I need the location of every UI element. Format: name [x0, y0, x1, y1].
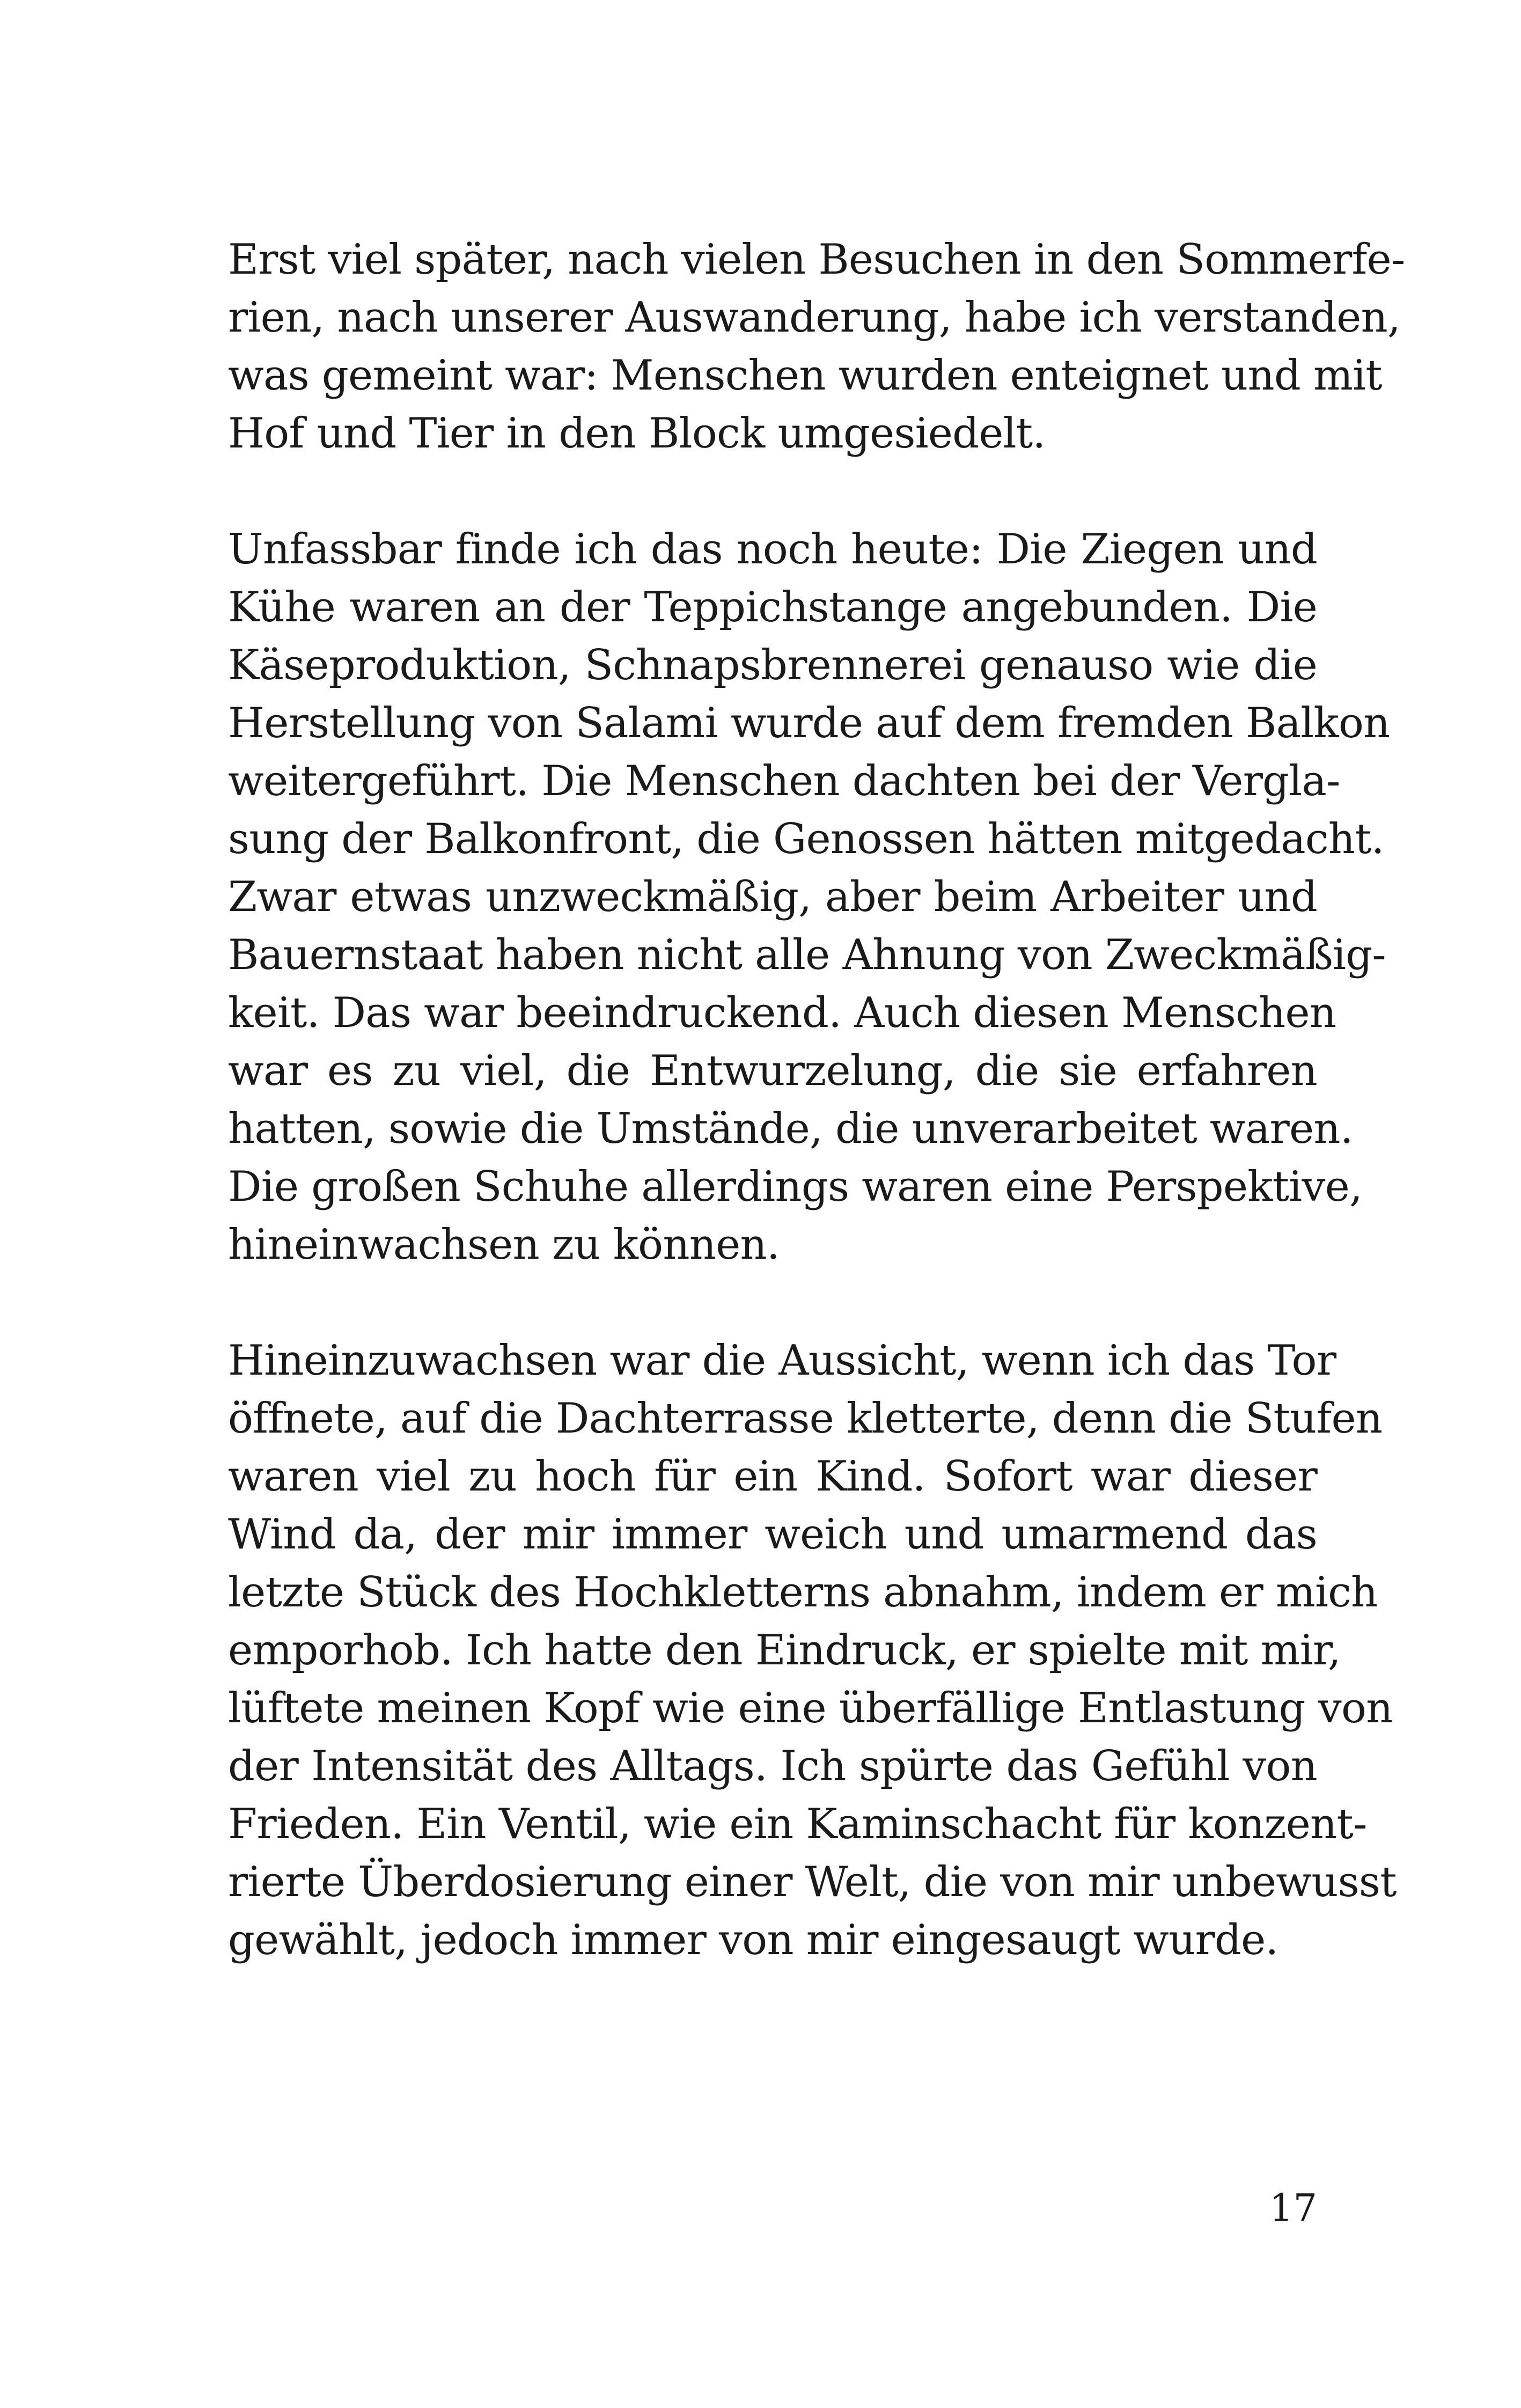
text-line: waren viel zu hoch für ein Kind. Sofort war dieser [228, 1452, 1317, 1501]
paragraph-1 [228, 231, 1405, 462]
text-line: war es zu viel, die Entwurzelung, die sie erfahren [228, 1047, 1317, 1095]
paragraph-2 [228, 520, 1390, 1274]
text-line: hatten, sowie die Umstände, die unverarbeitet waren. [228, 1105, 1353, 1153]
body-text [228, 231, 1405, 1969]
text-line: Erst viel später, nach vielen Besuchen in den Sommerfe- [228, 236, 1405, 284]
text-line: weitergeführt. Die Menschen dachten bei der Vergla- [228, 757, 1340, 805]
text-line: rierte Überdosierung einer Welt, die von mir unbewusst [228, 1858, 1397, 1906]
text-line: letzte Stück des Hochkletterns abnahm, indem er mich [228, 1568, 1378, 1617]
text-line: Wind da, der mir immer weich und umarmend das [228, 1510, 1317, 1559]
text-line: keit. Das war beeindruckend. Auch diesen Menschen [228, 989, 1336, 1037]
page-number: 17 [1269, 2186, 1317, 2230]
text-line: Herstellung von Salami wurde auf dem fremden Balkon [228, 699, 1390, 747]
text-line: Kühe waren an der Teppichstange angebunden. Die [228, 583, 1317, 632]
text-line: Zwar etwas unzweckmäßig, aber beim Arbeiter und [228, 873, 1317, 921]
text-line: gewählt, jedoch immer von mir eingesaugt wurde. [228, 1916, 1278, 1964]
paragraph-3 [228, 1332, 1397, 1969]
text-line: Käseproduktion, Schnapsbrennerei genauso wie die [228, 641, 1317, 689]
text-line: Frieden. Ein Ventil, wie ein Kaminschacht für konzent- [228, 1800, 1367, 1848]
text-line: emporhob. Ich hatte den Eindruck, er spielte mit mir, [228, 1626, 1341, 1675]
text-line: lüftete meinen Kopf wie eine überfällige Entlastung von [228, 1684, 1393, 1732]
text-line: Hof und Tier in den Block umgesiedelt. [228, 409, 1046, 458]
text-line: Die großen Schuhe allerdings waren eine Perspektive, [228, 1163, 1362, 1211]
text-line: Unfassbar finde ich das noch heute: Die Ziegen und [228, 525, 1317, 574]
text-line: hineinwachsen zu können. [228, 1221, 780, 1269]
text-line: sung der Balkonfront, die Genossen hätten mitgedacht. [228, 815, 1384, 863]
text-line: öffnete, auf die Dachterrasse kletterte, denn die Stufen [228, 1394, 1383, 1443]
text-line: was gemeint war: Menschen wurden enteignet und mit [228, 351, 1382, 400]
text-line: der Intensität des Alltags. Ich spürte das Gefühl von [228, 1742, 1317, 1790]
text-line: Hineinzuwachsen war die Aussicht, wenn ich das Tor [228, 1337, 1336, 1385]
text-line: Bauernstaat haben nicht alle Ahnung von Zweckmäßig- [228, 931, 1386, 979]
text-line: rien, nach unserer Auswanderung, habe ich verstanden, [228, 293, 1400, 342]
